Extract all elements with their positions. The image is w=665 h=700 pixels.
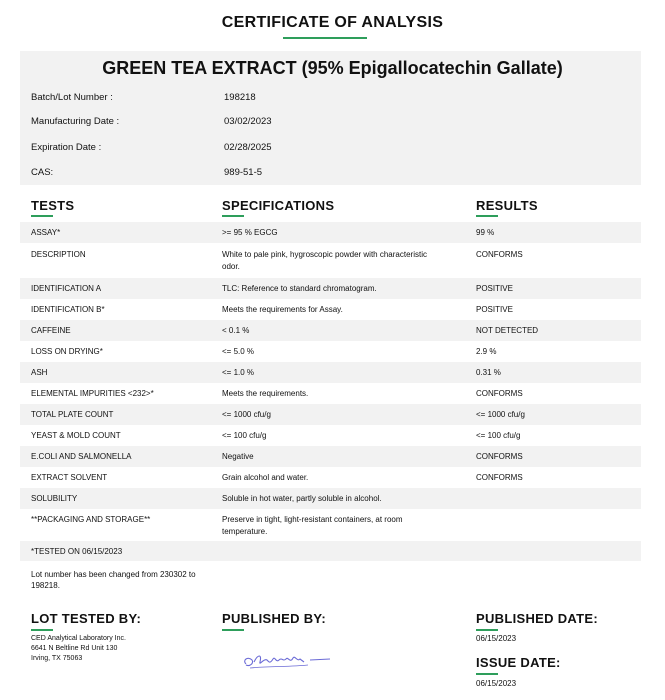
test-spec: White to pale pink, hygroscopic powder with characteristic odor.: [222, 250, 427, 271]
test-result: NOT DETECTED: [476, 326, 539, 335]
test-result: POSITIVE: [476, 305, 513, 314]
lot-change-note: Lot number has been changed from 230302 to 198218.: [31, 570, 196, 590]
test-name: TOTAL PLATE COUNT: [31, 410, 114, 419]
test-spec: <= 100 cfu/g: [222, 431, 267, 440]
test-name: ELEMENTAL IMPURITIES <232>*: [31, 389, 154, 398]
test-spec: >= 95 % EGCG: [222, 228, 278, 237]
test-spec: Soluble in hot water, partly soluble in alcohol.: [222, 494, 382, 503]
batch-label: Batch/Lot Number :: [31, 92, 113, 103]
table-row: [20, 320, 641, 341]
published-date-heading: PUBLISHED DATE:: [476, 611, 598, 626]
test-spec: Meets the requirements for Assay.: [222, 305, 343, 314]
lot-tested-by-underline: [31, 629, 53, 631]
table-row: [20, 278, 641, 299]
issue-date-value: 06/15/2023: [476, 679, 517, 688]
published-date-underline: [476, 629, 498, 631]
test-name: IDENTIFICATION A: [31, 284, 102, 293]
published-by-underline: [222, 629, 244, 631]
test-name: EXTRACT SOLVENT: [31, 473, 108, 482]
table-row: [20, 222, 641, 243]
issue-date-heading: ISSUE DATE:: [476, 655, 561, 670]
signature-image: [240, 650, 340, 672]
cas-label: CAS:: [31, 167, 54, 178]
test-spec: <= 1.0 %: [222, 368, 255, 377]
lab-address: 6641 N Beltline Rd Unit 130: [31, 645, 118, 652]
test-name: IDENTIFICATION B*: [31, 305, 105, 314]
tests-underline: [31, 215, 53, 217]
test-spec: TLC: Reference to standard chromatogram.: [222, 284, 377, 293]
test-result: 2.9 %: [476, 347, 497, 356]
test-result: POSITIVE: [476, 284, 513, 293]
published-date-value: 06/15/2023: [476, 634, 517, 643]
expiration-date-label: Expiration Date :: [31, 142, 102, 153]
lab-city: Irving, TX 75063: [31, 655, 83, 662]
test-result: <= 1000 cfu/g: [476, 410, 525, 419]
published-by-heading: PUBLISHED BY:: [222, 611, 327, 626]
test-spec: Negative: [222, 452, 254, 461]
cas-value: 989-51-5: [224, 167, 263, 178]
table-row: [20, 299, 641, 320]
test-result: 0.31 %: [476, 368, 501, 377]
table-row: [20, 383, 641, 404]
table-row: [20, 446, 641, 467]
test-spec: < 0.1 %: [222, 326, 250, 335]
results-header: RESULTS: [476, 198, 538, 213]
manufacturing-date-label: Manufacturing Date :: [31, 116, 120, 127]
test-name: YEAST & MOLD COUNT: [31, 431, 121, 440]
issue-date-underline: [476, 673, 498, 675]
test-spec: Preserve in tight, light-resistant containers, at room temperature.: [222, 515, 403, 536]
document-title: CERTIFICATE OF ANALYSIS: [221, 14, 444, 31]
test-spec: Meets the requirements.: [222, 389, 309, 398]
test-result: CONFORMS: [476, 473, 523, 482]
test-name: ASSAY*: [31, 228, 61, 237]
table-row: [20, 425, 641, 446]
table-row: [20, 362, 641, 383]
table-row: [20, 488, 641, 509]
test-name: DESCRIPTION: [31, 250, 86, 259]
test-spec: <= 1000 cfu/g: [222, 410, 271, 419]
title-underline: [283, 37, 367, 39]
test-result: 99 %: [476, 228, 495, 237]
table-row: [20, 509, 641, 541]
test-spec: Grain alcohol and water.: [222, 473, 309, 482]
table-row: [20, 404, 641, 425]
tests-header: TESTS: [31, 198, 75, 213]
test-result: <= 100 cfu/g: [476, 431, 521, 440]
tested-on-note: *TESTED ON 06/15/2023: [31, 547, 123, 556]
specifications-underline: [222, 215, 244, 217]
table-row: [20, 341, 641, 362]
test-name: ASH: [31, 368, 48, 377]
batch-value: 198218: [224, 92, 256, 103]
test-name: E.COLI AND SALMONELLA: [31, 452, 132, 461]
expiration-date-value: 02/28/2025: [224, 142, 272, 153]
test-result: CONFORMS: [476, 389, 523, 398]
specifications-header: SPECIFICATIONS: [222, 198, 335, 213]
lot-tested-by-heading: LOT TESTED BY:: [31, 611, 142, 626]
test-name: CAFFEINE: [31, 326, 71, 335]
table-row: [20, 467, 641, 488]
test-name: LOSS ON DRYING*: [31, 347, 103, 356]
test-result: CONFORMS: [476, 250, 523, 259]
test-name: **PACKAGING AND STORAGE**: [31, 515, 151, 524]
test-spec: <= 5.0 %: [222, 347, 255, 356]
results-underline: [476, 215, 498, 217]
manufacturing-date-value: 03/02/2023: [224, 116, 272, 127]
lab-name: CED Analytical Laboratory Inc.: [31, 635, 126, 642]
product-name: GREEN TEA EXTRACT (95% Epigallocatechin Gallate): [102, 58, 563, 78]
test-name: SOLUBILITY: [31, 494, 78, 503]
table-row: [20, 243, 641, 278]
test-result: CONFORMS: [476, 452, 523, 461]
